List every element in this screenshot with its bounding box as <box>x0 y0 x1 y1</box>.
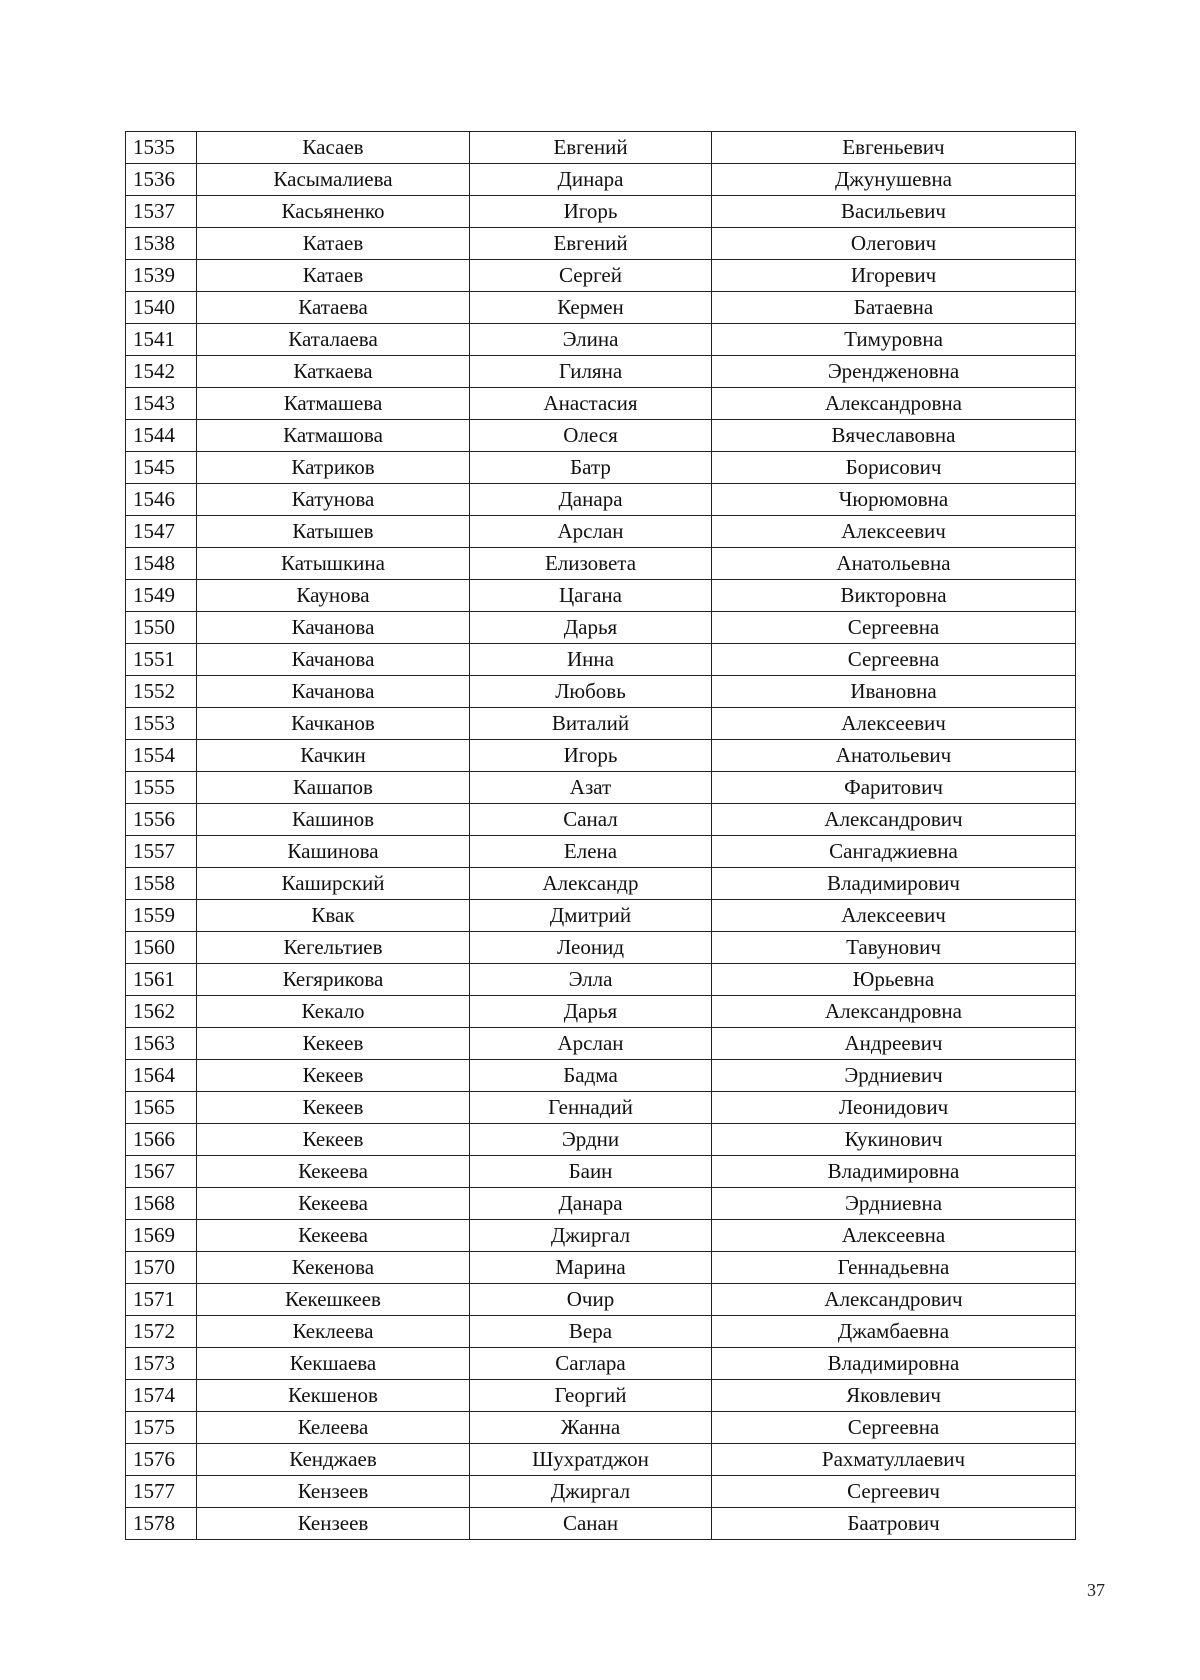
surname-cell: Качанова <box>197 612 470 644</box>
surname-cell: Катышев <box>197 516 470 548</box>
row-number-cell: 1551 <box>126 644 197 676</box>
surname-cell: Кекало <box>197 996 470 1028</box>
first-name-cell: Дарья <box>470 996 712 1028</box>
row-number-cell: 1571 <box>126 1284 197 1316</box>
table-row <box>126 228 1076 260</box>
table-row <box>126 932 1076 964</box>
patronymic-cell: Сергеевна <box>712 644 1076 676</box>
table-row <box>126 644 1076 676</box>
surname-cell: Кашинова <box>197 836 470 868</box>
first-name-cell: Игорь <box>470 740 712 772</box>
row-number-cell: 1569 <box>126 1220 197 1252</box>
table-row <box>126 260 1076 292</box>
row-number-cell: 1550 <box>126 612 197 644</box>
patronymic-cell: Игоревич <box>712 260 1076 292</box>
first-name-cell: Элла <box>470 964 712 996</box>
patronymic-cell: Вячеславовна <box>712 420 1076 452</box>
table-row <box>126 1380 1076 1412</box>
patronymic-cell: Батаевна <box>712 292 1076 324</box>
patronymic-cell: Александровна <box>712 996 1076 1028</box>
first-name-cell: Саглара <box>470 1348 712 1380</box>
table-row <box>126 772 1076 804</box>
first-name-cell: Джиргал <box>470 1220 712 1252</box>
patronymic-cell: Сергеевна <box>712 612 1076 644</box>
row-number-cell: 1557 <box>126 836 197 868</box>
first-name-cell: Арслан <box>470 516 712 548</box>
row-number-cell: 1539 <box>126 260 197 292</box>
surname-cell: Кензеев <box>197 1508 470 1540</box>
surname-cell: Кекеев <box>197 1060 470 1092</box>
patronymic-cell: Леонидович <box>712 1092 1076 1124</box>
surname-cell: Кегельтиев <box>197 932 470 964</box>
surname-cell: Качкин <box>197 740 470 772</box>
patronymic-cell: Эрдниевич <box>712 1060 1076 1092</box>
surname-cell: Кекеева <box>197 1156 470 1188</box>
row-number-cell: 1541 <box>126 324 197 356</box>
first-name-cell: Кермен <box>470 292 712 324</box>
surname-cell: Касымалиева <box>197 164 470 196</box>
first-name-cell: Элина <box>470 324 712 356</box>
surname-cell: Кензеев <box>197 1476 470 1508</box>
table-row <box>126 1444 1076 1476</box>
first-name-cell: Гиляна <box>470 356 712 388</box>
names-table <box>125 131 1076 1540</box>
first-name-cell: Геннадий <box>470 1092 712 1124</box>
patronymic-cell: Тимуровна <box>712 324 1076 356</box>
surname-cell: Кеклеева <box>197 1316 470 1348</box>
row-number-cell: 1567 <box>126 1156 197 1188</box>
surname-cell: Кекеев <box>197 1092 470 1124</box>
row-number-cell: 1553 <box>126 708 197 740</box>
surname-cell: Кекешкеев <box>197 1284 470 1316</box>
table-row <box>126 132 1076 164</box>
table-row <box>126 164 1076 196</box>
table-row <box>126 900 1076 932</box>
row-number-cell: 1575 <box>126 1412 197 1444</box>
row-number-cell: 1572 <box>126 1316 197 1348</box>
patronymic-cell: Алексеевич <box>712 516 1076 548</box>
patronymic-cell: Владимирович <box>712 868 1076 900</box>
patronymic-cell: Алексеевич <box>712 708 1076 740</box>
table-row <box>126 996 1076 1028</box>
first-name-cell: Игорь <box>470 196 712 228</box>
surname-cell: Качканов <box>197 708 470 740</box>
surname-cell: Кекеев <box>197 1028 470 1060</box>
surname-cell: Катунова <box>197 484 470 516</box>
surname-cell: Кекенова <box>197 1252 470 1284</box>
first-name-cell: Батр <box>470 452 712 484</box>
surname-cell: Каталаева <box>197 324 470 356</box>
table-row <box>126 1060 1076 1092</box>
first-name-cell: Олеся <box>470 420 712 452</box>
first-name-cell: Динара <box>470 164 712 196</box>
first-name-cell: Евгений <box>470 228 712 260</box>
surname-cell: Келеева <box>197 1412 470 1444</box>
surname-cell: Каширский <box>197 868 470 900</box>
patronymic-cell: Андреевич <box>712 1028 1076 1060</box>
first-name-cell: Азат <box>470 772 712 804</box>
table-row <box>126 1316 1076 1348</box>
surname-cell: Катаева <box>197 292 470 324</box>
patronymic-cell: Владимировна <box>712 1348 1076 1380</box>
first-name-cell: Жанна <box>470 1412 712 1444</box>
patronymic-cell: Джамбаевна <box>712 1316 1076 1348</box>
first-name-cell: Анастасия <box>470 388 712 420</box>
table-row <box>126 516 1076 548</box>
surname-cell: Кегярикова <box>197 964 470 996</box>
row-number-cell: 1576 <box>126 1444 197 1476</box>
patronymic-cell: Рахматуллаевич <box>712 1444 1076 1476</box>
patronymic-cell: Ивановна <box>712 676 1076 708</box>
first-name-cell: Дарья <box>470 612 712 644</box>
first-name-cell: Санал <box>470 804 712 836</box>
row-number-cell: 1558 <box>126 868 197 900</box>
row-number-cell: 1568 <box>126 1188 197 1220</box>
table-row <box>126 388 1076 420</box>
table-row <box>126 1412 1076 1444</box>
first-name-cell: Инна <box>470 644 712 676</box>
row-number-cell: 1538 <box>126 228 197 260</box>
patronymic-cell: Александровна <box>712 388 1076 420</box>
row-number-cell: 1555 <box>126 772 197 804</box>
patronymic-cell: Борисович <box>712 452 1076 484</box>
surname-cell: Кекеева <box>197 1220 470 1252</box>
first-name-cell: Эрдни <box>470 1124 712 1156</box>
first-name-cell: Данара <box>470 1188 712 1220</box>
row-number-cell: 1548 <box>126 548 197 580</box>
patronymic-cell: Анатольевич <box>712 740 1076 772</box>
first-name-cell: Баин <box>470 1156 712 1188</box>
patronymic-cell: Эрдниевна <box>712 1188 1076 1220</box>
patronymic-cell: Васильевич <box>712 196 1076 228</box>
patronymic-cell: Алексеевна <box>712 1220 1076 1252</box>
patronymic-cell: Сангаджиевна <box>712 836 1076 868</box>
surname-cell: Кекшаева <box>197 1348 470 1380</box>
patronymic-cell: Яковлевич <box>712 1380 1076 1412</box>
row-number-cell: 1545 <box>126 452 197 484</box>
surname-cell: Квак <box>197 900 470 932</box>
table-row <box>126 420 1076 452</box>
surname-cell: Катмашова <box>197 420 470 452</box>
patronymic-cell: Александрович <box>712 1284 1076 1316</box>
surname-cell: Качанова <box>197 676 470 708</box>
table-row <box>126 1124 1076 1156</box>
table-row <box>126 452 1076 484</box>
patronymic-cell: Кукинович <box>712 1124 1076 1156</box>
row-number-cell: 1560 <box>126 932 197 964</box>
table-row <box>126 868 1076 900</box>
row-number-cell: 1535 <box>126 132 197 164</box>
surname-cell: Кашапов <box>197 772 470 804</box>
page-number: 37 <box>1087 1580 1105 1600</box>
surname-cell: Катаев <box>197 260 470 292</box>
row-number-cell: 1547 <box>126 516 197 548</box>
patronymic-cell: Евгеньевич <box>712 132 1076 164</box>
first-name-cell: Елена <box>470 836 712 868</box>
names-table-body <box>126 132 1076 1540</box>
row-number-cell: 1540 <box>126 292 197 324</box>
first-name-cell: Очир <box>470 1284 712 1316</box>
row-number-cell: 1543 <box>126 388 197 420</box>
patronymic-cell: Эрендженовна <box>712 356 1076 388</box>
surname-cell: Каткаева <box>197 356 470 388</box>
table-row <box>126 356 1076 388</box>
row-number-cell: 1544 <box>126 420 197 452</box>
table-row <box>126 676 1076 708</box>
first-name-cell: Любовь <box>470 676 712 708</box>
table-row <box>126 1092 1076 1124</box>
first-name-cell: Евгений <box>470 132 712 164</box>
surname-cell: Катаев <box>197 228 470 260</box>
first-name-cell: Санан <box>470 1508 712 1540</box>
patronymic-cell: Чюрюмовна <box>712 484 1076 516</box>
row-number-cell: 1546 <box>126 484 197 516</box>
first-name-cell: Вера <box>470 1316 712 1348</box>
first-name-cell: Арслан <box>470 1028 712 1060</box>
surname-cell: Кекеев <box>197 1124 470 1156</box>
surname-cell: Каунова <box>197 580 470 612</box>
table-row <box>126 196 1076 228</box>
row-number-cell: 1562 <box>126 996 197 1028</box>
table-row <box>126 580 1076 612</box>
table-row <box>126 1188 1076 1220</box>
table-row <box>126 1476 1076 1508</box>
surname-cell: Кекшенов <box>197 1380 470 1412</box>
row-number-cell: 1552 <box>126 676 197 708</box>
row-number-cell: 1578 <box>126 1508 197 1540</box>
table-row <box>126 1252 1076 1284</box>
row-number-cell: 1563 <box>126 1028 197 1060</box>
patronymic-cell: Тавунович <box>712 932 1076 964</box>
table-row <box>126 292 1076 324</box>
surname-cell: Кекеева <box>197 1188 470 1220</box>
table-row <box>126 324 1076 356</box>
row-number-cell: 1564 <box>126 1060 197 1092</box>
surname-cell: Катмашева <box>197 388 470 420</box>
table-row <box>126 836 1076 868</box>
first-name-cell: Сергей <box>470 260 712 292</box>
row-number-cell: 1561 <box>126 964 197 996</box>
row-number-cell: 1566 <box>126 1124 197 1156</box>
first-name-cell: Бадма <box>470 1060 712 1092</box>
first-name-cell: Цагана <box>470 580 712 612</box>
row-number-cell: 1556 <box>126 804 197 836</box>
surname-cell: Кенджаев <box>197 1444 470 1476</box>
patronymic-cell: Владимировна <box>712 1156 1076 1188</box>
table-row <box>126 1348 1076 1380</box>
surname-cell: Касьяненко <box>197 196 470 228</box>
first-name-cell: Елизовета <box>470 548 712 580</box>
row-number-cell: 1549 <box>126 580 197 612</box>
table-row <box>126 740 1076 772</box>
first-name-cell: Марина <box>470 1252 712 1284</box>
first-name-cell: Джиргал <box>470 1476 712 1508</box>
row-number-cell: 1554 <box>126 740 197 772</box>
row-number-cell: 1542 <box>126 356 197 388</box>
first-name-cell: Шухратджон <box>470 1444 712 1476</box>
first-name-cell: Александр <box>470 868 712 900</box>
patronymic-cell: Викторовна <box>712 580 1076 612</box>
patronymic-cell: Александрович <box>712 804 1076 836</box>
row-number-cell: 1573 <box>126 1348 197 1380</box>
surname-cell: Кашинов <box>197 804 470 836</box>
first-name-cell: Виталий <box>470 708 712 740</box>
first-name-cell: Леонид <box>470 932 712 964</box>
patronymic-cell: Геннадьевна <box>712 1252 1076 1284</box>
surname-cell: Качанова <box>197 644 470 676</box>
patronymic-cell: Олегович <box>712 228 1076 260</box>
row-number-cell: 1574 <box>126 1380 197 1412</box>
table-row <box>126 1156 1076 1188</box>
table-row <box>126 804 1076 836</box>
table-row <box>126 548 1076 580</box>
table-row <box>126 708 1076 740</box>
row-number-cell: 1565 <box>126 1092 197 1124</box>
patronymic-cell: Алексеевич <box>712 900 1076 932</box>
patronymic-cell: Юрьевна <box>712 964 1076 996</box>
patronymic-cell: Баатрович <box>712 1508 1076 1540</box>
table-row <box>126 1508 1076 1540</box>
table-row <box>126 612 1076 644</box>
first-name-cell: Дмитрий <box>470 900 712 932</box>
row-number-cell: 1536 <box>126 164 197 196</box>
first-name-cell: Георгий <box>470 1380 712 1412</box>
surname-cell: Касаев <box>197 132 470 164</box>
table-row <box>126 1220 1076 1252</box>
patronymic-cell: Сергеевич <box>712 1476 1076 1508</box>
patronymic-cell: Джунушевна <box>712 164 1076 196</box>
row-number-cell: 1537 <box>126 196 197 228</box>
row-number-cell: 1577 <box>126 1476 197 1508</box>
table-row <box>126 964 1076 996</box>
surname-cell: Катышкина <box>197 548 470 580</box>
table-row <box>126 1284 1076 1316</box>
first-name-cell: Данара <box>470 484 712 516</box>
table-row <box>126 484 1076 516</box>
row-number-cell: 1559 <box>126 900 197 932</box>
row-number-cell: 1570 <box>126 1252 197 1284</box>
patronymic-cell: Фаритович <box>712 772 1076 804</box>
surname-cell: Катриков <box>197 452 470 484</box>
patronymic-cell: Анатольевна <box>712 548 1076 580</box>
patronymic-cell: Сергеевна <box>712 1412 1076 1444</box>
table-row <box>126 1028 1076 1060</box>
